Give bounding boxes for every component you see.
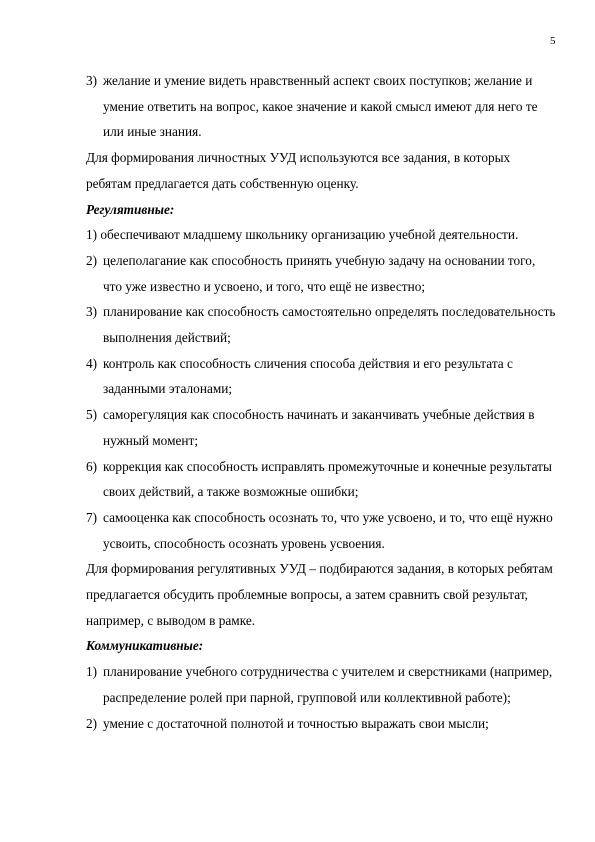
list-item	[86, 222, 556, 248]
list-item	[86, 659, 556, 710]
list-item-number: 3)	[86, 304, 98, 320]
list-item-number: 3)	[86, 73, 98, 88]
list-item-number: 1)	[86, 664, 98, 680]
list-item-text: планирование учебного сотрудничества с учителем и сверстниками (например, распределение ролей при парной, групповой или коллективной работе);	[103, 664, 553, 705]
list-item	[86, 402, 556, 453]
list-item-text: самооценка как способность осознать то, что уже усвоено, и то, что ещё нужно усвоить, способность осознать уровень усвоения.	[103, 509, 553, 551]
list-item-text: коррекция как способность исправлять промежуточные и конечные результаты своих действий, а также возможные ошибки;	[103, 458, 552, 500]
list-item-text: саморегуляция как способность начинать и заканчивать учебные действия в нужный момент;	[103, 407, 535, 448]
list-item-number: 4)	[86, 355, 98, 371]
list-item-number: 6)	[86, 458, 98, 474]
heading-regulative: Регулятивные:	[86, 201, 175, 217]
list-item	[86, 68, 556, 145]
list-item-text: планирование как способность самостоятельно определять последовательность выполнения действий;	[103, 304, 556, 346]
list-item-number: 2)	[86, 715, 98, 731]
list-item-number: 5)	[86, 407, 98, 423]
list-item-text: контроль как способность сличения способа действия и его результата с заданными эталонами;	[103, 355, 513, 397]
paragraph-regulative-uud: Для формирования регулятивных УУД – подбираются задания, в которых ребятам предлагается обсудить проблемные вопросы, а затем сравнить свой результат, например, с выводом в рамке.	[86, 561, 553, 628]
list-item	[86, 454, 556, 505]
list-item-text: желание и умение видеть нравственный аспект своих поступков; желание и умение ответить на вопрос, какое значение и какой смысл имеют для него те или иные знания.	[103, 73, 538, 140]
document-body	[86, 68, 556, 736]
page-number: 5	[550, 35, 556, 47]
paragraph-personal-uud: Для формирования личностных УУД используются все задания, в которых ребятам предлагается дать собственную оценку.	[86, 150, 511, 191]
list-item	[86, 505, 556, 556]
list-item-number: 2)	[86, 252, 98, 268]
list-item-number: 1)	[86, 227, 101, 243]
list-item-number: 7)	[86, 509, 98, 525]
heading-communicative: Коммуникативные:	[86, 638, 204, 654]
list-item	[86, 711, 556, 737]
list-item-text: умение с достаточной полнотой и точностью выражать свои мысли;	[103, 715, 489, 731]
list-item	[86, 248, 556, 299]
list-item	[86, 351, 556, 402]
list-item-text: целеполагание как способность принять учебную задачу на основании того, что уже известно и усвоено, и того, что ещё не известно;	[103, 252, 536, 294]
list-item-text: обеспечивают младшему школьнику организацию учебной деятельности.	[100, 227, 519, 243]
list-item	[86, 299, 556, 350]
